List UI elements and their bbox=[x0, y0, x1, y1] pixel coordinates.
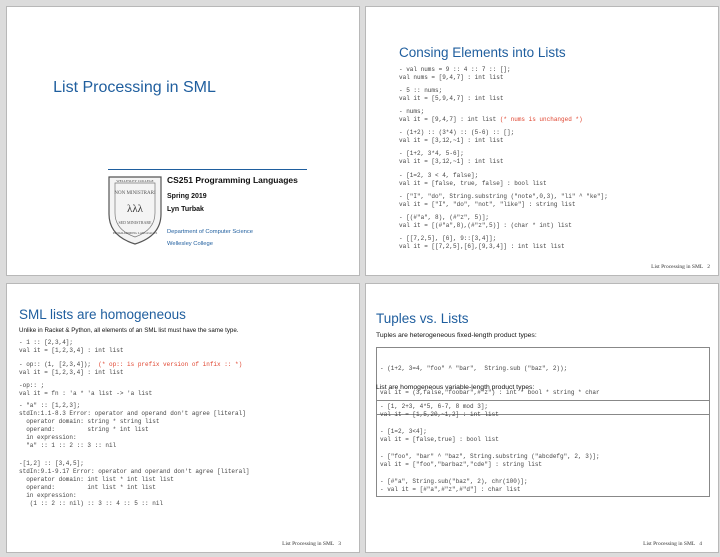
code-line: val it = [false,true] : bool list bbox=[380, 436, 499, 443]
code-line: val it = [1,5,20,~1,2] : int list bbox=[380, 411, 499, 418]
code-line: in expression: bbox=[19, 492, 77, 499]
code-line: - val nums = 9 :: 4 :: 7 :: []; bbox=[399, 66, 511, 73]
code-line: - "a" :: [1,2,3]; bbox=[19, 402, 81, 409]
code-line: val it = [false, true, false] : bool list bbox=[399, 180, 547, 187]
code-block bbox=[399, 108, 583, 124]
code-line: - 5 :: nums; bbox=[399, 87, 443, 94]
code-line: -[1,2] :: [3,4,5]; bbox=[19, 460, 84, 467]
code-text: val it = [9,4,7] : int list bbox=[399, 116, 497, 123]
code-line: - val it = [#"a",#"z",#"d"] : char list bbox=[380, 486, 521, 493]
code-line: val it = [3,12,~1] : int list bbox=[399, 158, 504, 165]
code-line: - 1 :: [2,3,4]; bbox=[19, 339, 74, 346]
slide-title: List Processing in SML bbox=[53, 79, 216, 96]
department: Department of Computer Science bbox=[167, 229, 254, 235]
code-line: val it = fn : 'a * 'a list -> 'a list bbox=[19, 390, 153, 397]
code-line: val it = ["I", "do", "not", "like"] : string list bbox=[399, 201, 576, 208]
code-block bbox=[380, 478, 706, 494]
code-line: val it = ["foo","barbaz","cde"] : string list bbox=[380, 461, 543, 468]
code-line: - [1+2, 3*4, 5-6]; bbox=[399, 150, 464, 157]
slide-title: SML lists are homogeneous bbox=[19, 307, 186, 322]
intro-text: Unlike in Racket & Python, all elements of an SML list must have the same type. bbox=[19, 327, 239, 334]
code-line: val it = [(#"a",8),(#"z",5)] : (char * int) list bbox=[399, 222, 572, 229]
code-line: -op:: ; bbox=[19, 382, 45, 389]
college: Wellesley College bbox=[167, 241, 213, 247]
code-block bbox=[19, 402, 246, 450]
code-block bbox=[399, 66, 511, 82]
code-line: val it = [[7,2,5],[6],[9,3,4]] : int list list bbox=[399, 243, 565, 250]
slide-2 bbox=[365, 6, 719, 276]
code-block bbox=[399, 214, 572, 230]
code-line: val it = [1,2,3,4] : int list bbox=[19, 347, 124, 354]
code-line: val nums = [9,4,7] : int list bbox=[399, 74, 504, 81]
code-line: - (1+2) :: (3*4) :: (5-6) :: []; bbox=[399, 129, 515, 136]
code-line: val it = [5,9,4,7] : int list bbox=[399, 95, 504, 102]
title-rule bbox=[108, 169, 307, 170]
slide-footer: List Processing in SML 4 bbox=[643, 541, 702, 547]
code-line: - [1, 2+3, 4*5, 6-7, 8 mod 3]; bbox=[380, 403, 489, 410]
code-line: operator domain: int list * int list list bbox=[19, 476, 174, 483]
slide-title: Consing Elements into Lists bbox=[399, 45, 566, 60]
slide-3 bbox=[6, 283, 360, 553]
code-line: - (1+2, 3=4, "foo" ^ "bar", String.sub ("baz", 2)); bbox=[380, 365, 568, 372]
code-line: "a" :: 1 :: 2 :: 3 :: nil bbox=[19, 442, 117, 449]
code-line: - [#"a", String.sub("baz", 2), chr(100)]; bbox=[380, 478, 528, 485]
author: Lyn Turbak bbox=[167, 206, 204, 213]
code-line: operand: int list * int list bbox=[19, 484, 156, 491]
code-line: val it = [3,12,~1] : int list bbox=[399, 137, 504, 144]
code-line: - nums; bbox=[399, 108, 425, 115]
code-line: - [[7,2,5], [6], 9::[3,4]]; bbox=[399, 235, 497, 242]
code-line: val it = (3,false,"foobar",#"z") : int * bool * string * char bbox=[380, 389, 600, 396]
slide-footer: List Processing in SML 2 bbox=[651, 264, 710, 270]
code-line: - [1=2, 3<4]; bbox=[380, 428, 427, 435]
tuples-intro: Tuples are heterogeneous fixed-length product types: bbox=[376, 332, 537, 339]
code-line: - ["I", "do", String.substring ("note",0,3), "li" ^ "ke"]; bbox=[399, 193, 608, 200]
code-line: operand: string * int list bbox=[19, 426, 149, 433]
term: Spring 2019 bbox=[167, 193, 207, 200]
code-line: in expression: bbox=[19, 434, 77, 441]
code-line-with-comment bbox=[399, 116, 583, 124]
lists-intro: List are homogeneous variable-length product types: bbox=[376, 384, 535, 391]
svg-text:WELLESLEY COLLEGE: WELLESLEY COLLEGE bbox=[116, 179, 154, 183]
code-line: val it = [1,2,3,4] : int list bbox=[19, 369, 124, 376]
code-block bbox=[399, 150, 503, 166]
lists-code bbox=[376, 400, 710, 497]
code-block bbox=[399, 129, 514, 145]
code-block bbox=[19, 382, 152, 398]
code-line: stdIn:9.1-9.17 Error: operator and operand don't agree [literal] bbox=[19, 468, 250, 475]
code-line: operator domain: string * string list bbox=[19, 418, 160, 425]
code-line: - ["foo", "bar" ^ "baz", String.substring ("abcdefg", 2, 3)]; bbox=[380, 453, 600, 460]
code-comment: (* nums is unchanged *) bbox=[496, 116, 583, 123]
code-line: - [(#"a", 8), (#"z", 5)]; bbox=[399, 214, 490, 221]
code-block bbox=[19, 361, 242, 377]
code-block bbox=[380, 453, 706, 469]
code-block bbox=[380, 403, 706, 419]
college-seal-icon bbox=[106, 174, 164, 246]
code-comment: (* op:: is prefix version of infix :: *) bbox=[91, 361, 243, 368]
code-line: stdIn:1.1-8.3 Error: operator and operand don't agree [literal] bbox=[19, 410, 246, 417]
course-name: CS251 Programming Languages bbox=[167, 175, 298, 185]
code-block bbox=[399, 172, 547, 188]
svg-text:SED MINISTRARE: SED MINISTRARE bbox=[118, 220, 152, 225]
svg-text:PROGRAMMING LANGUAGES: PROGRAMMING LANGUAGES bbox=[112, 231, 158, 235]
slide-4 bbox=[365, 283, 719, 553]
code-line: (1 :: 2 :: nil) :: 3 :: 4 :: 5 :: nil bbox=[19, 500, 164, 507]
slide-footer: List Processing in SML 3 bbox=[282, 541, 341, 547]
code-block bbox=[19, 460, 249, 508]
slide-title: Tuples vs. Lists bbox=[376, 311, 469, 326]
slide-1 bbox=[6, 6, 360, 276]
code-block bbox=[19, 339, 123, 355]
svg-text:λλλ: λλλ bbox=[126, 203, 144, 215]
code-block bbox=[399, 87, 503, 103]
code-text: - op:: (1, [2,3,4]); bbox=[19, 361, 92, 368]
code-block bbox=[399, 235, 565, 251]
svg-text:NON MINISTRARI: NON MINISTRARI bbox=[114, 191, 156, 196]
code-line-with-comment bbox=[19, 361, 242, 369]
code-line: - [1=2, 3 < 4, false]; bbox=[399, 172, 479, 179]
code-block bbox=[380, 428, 706, 444]
code-block bbox=[399, 193, 608, 209]
